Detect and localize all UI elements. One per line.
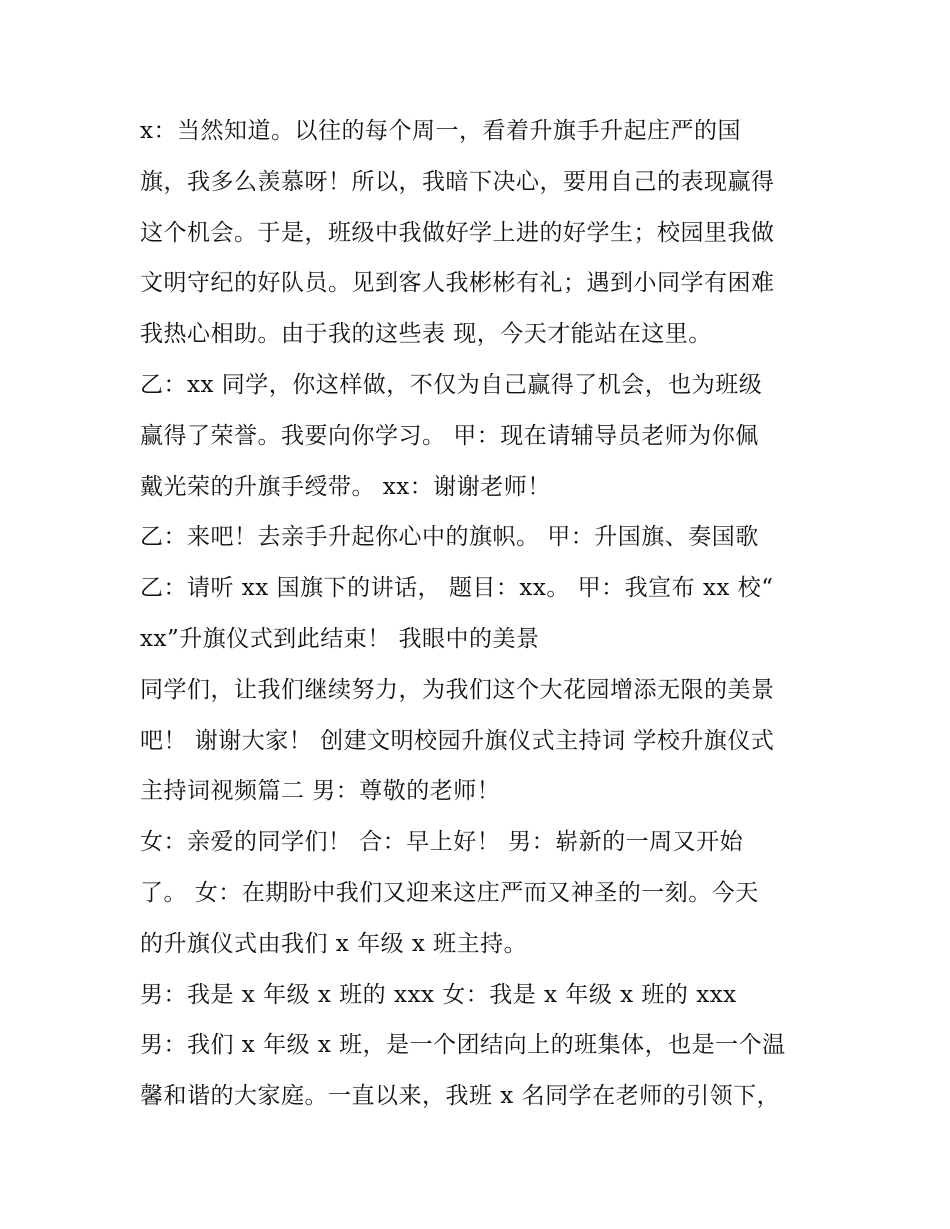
text-line: 女：亲爱的同学们！ 合：早上好！ 男：崭新的一周又开始 bbox=[140, 829, 744, 856]
text-line: x：当然知道。以往的每个周一，看着升旗手升起庄严的国 bbox=[140, 118, 741, 144]
text-line: 馨和谐的大家庭。一直以来，我班 x 名同学在老师的引领下， bbox=[140, 1083, 781, 1110]
text-line: 主持词视频篇二 男：尊敬的老师！ bbox=[140, 778, 501, 805]
text-line: xx”升旗仪式到此结束！ 我眼中的美景 bbox=[140, 625, 540, 652]
text-line: 赢得了荣誉。我要向你学习。 甲：现在请辅导员老师为你佩 bbox=[140, 422, 759, 449]
text-line: 文明守纪的好队员。见到客人我彬彬有礼；遇到小同学有困难 bbox=[140, 270, 775, 297]
body-text bbox=[140, 106, 820, 1122]
text-line: 乙：请听 xx 国旗下的讲话， 题目：xx。 甲：我宣布 xx 校“ bbox=[140, 575, 774, 602]
text-line: 男：我们 x 年级 x 班，是一个团结向上的班集体，也是一个温 bbox=[140, 1032, 786, 1059]
text-line: 了。 女：在期盼中我们又迎来这庄严而又神圣的一刻。今天 bbox=[140, 879, 759, 906]
text-line: 旗，我多么羡慕呀！所以，我暗下决心，要用自己的表现赢得 bbox=[140, 168, 775, 195]
text-line: 同学们，让我们继续努力，为我们这个大花园增添无限的美景 bbox=[140, 676, 775, 703]
text-line: 乙：来吧！去亲手升起你心中的旗帜。 甲：升国旗、奏国歌 bbox=[140, 524, 759, 551]
text-line: 乙：xx 同学，你这样做，不仅为自己赢得了机会，也为班级 bbox=[140, 371, 763, 398]
text-line: 的升旗仪式由我们 x 年级 x 班主持。 bbox=[140, 930, 528, 957]
text-line: 男：我是 x 年级 x 班的 xxx 女：我是 x 年级 x 班的 xxx bbox=[140, 981, 737, 1008]
text-line: 戴光荣的升旗手绶带。 xx：谢谢老师！ bbox=[140, 473, 551, 500]
text-line: 我热心相助。由于我的这些表 现，今天才能站在这里。 bbox=[140, 321, 712, 348]
text-line: 吧！ 谢谢大家！ 创建文明校园升旗仪式主持词 学校升旗仪式 bbox=[140, 727, 775, 754]
text-line: 这个机会。于是，班级中我做好学上进的好学生；校园里我做 bbox=[140, 219, 775, 246]
